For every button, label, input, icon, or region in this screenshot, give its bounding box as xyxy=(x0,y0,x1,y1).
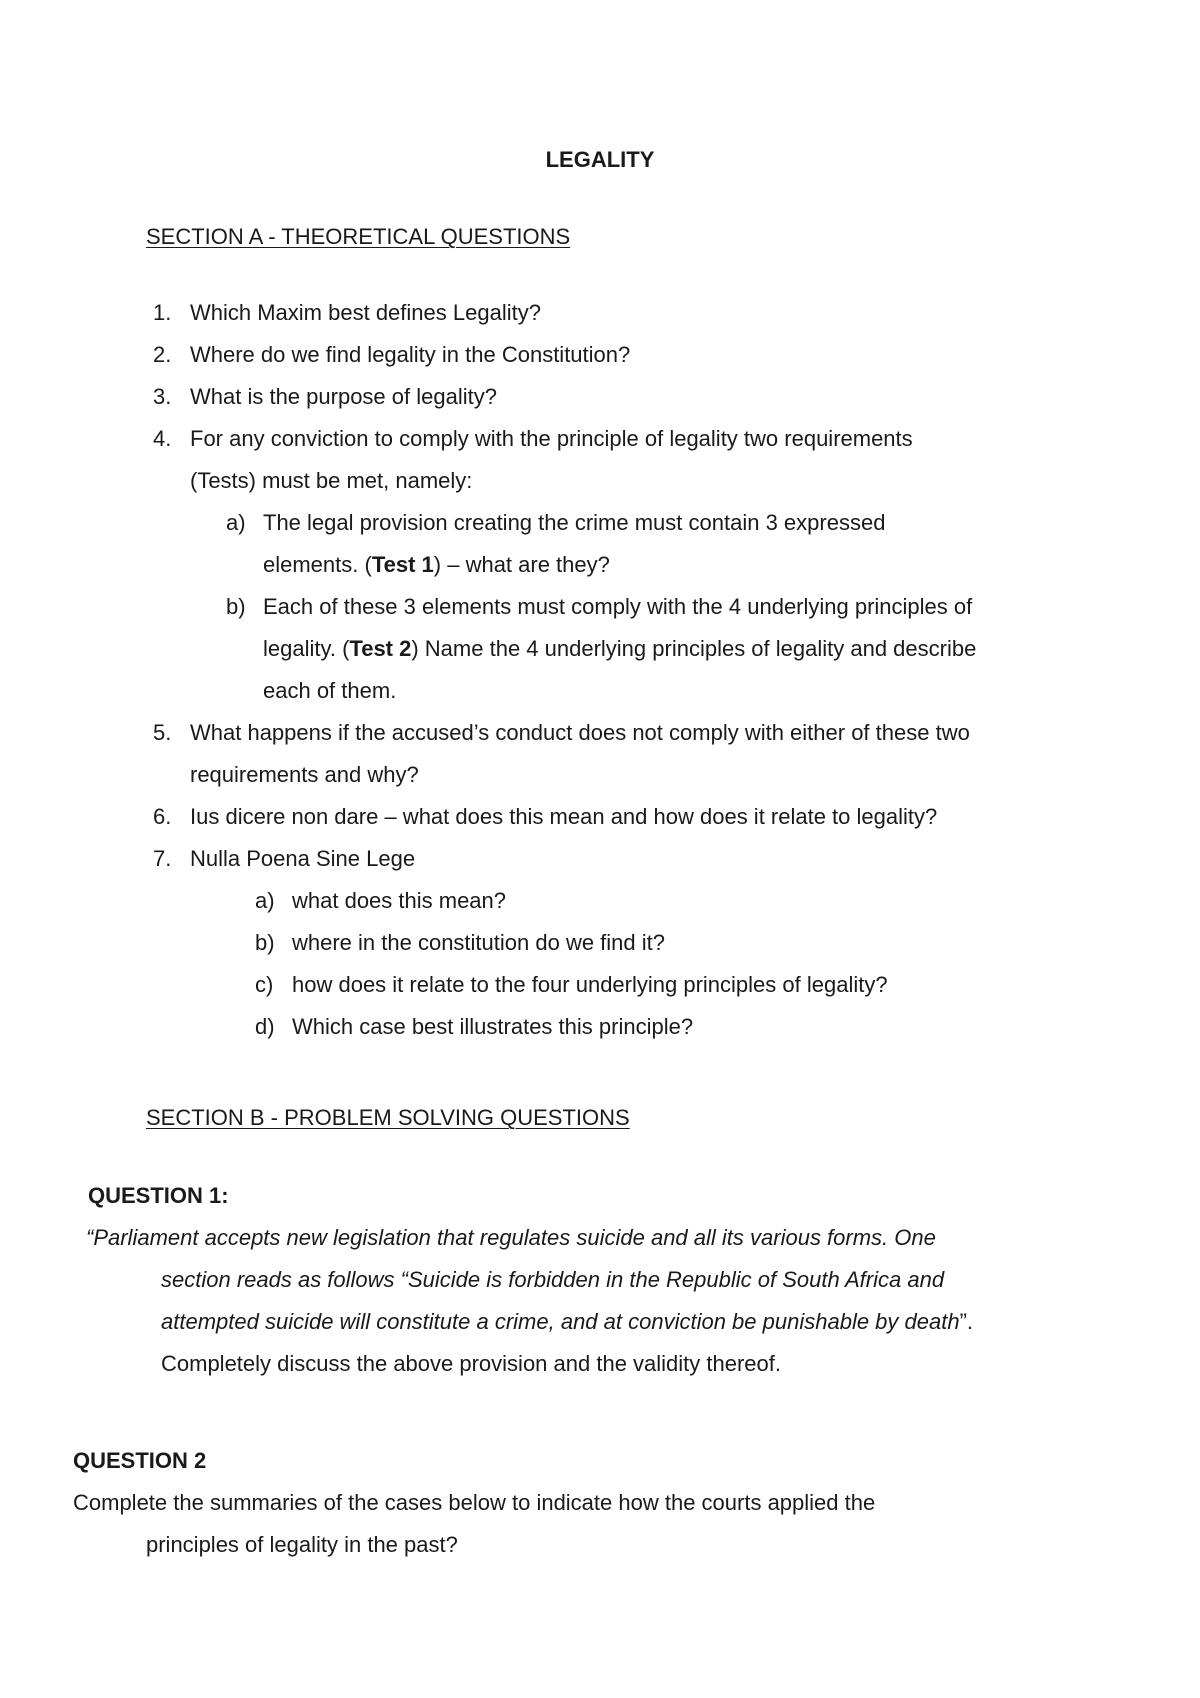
question1-line3 xyxy=(161,1307,973,1337)
q7c-text: how does it relate to the four underlying principles of legality? xyxy=(292,972,888,997)
q7d-label: d) xyxy=(255,1014,275,1039)
q4b-line3: each of them. xyxy=(263,678,397,703)
q5-line2: requirements and why? xyxy=(190,762,419,787)
q7d-text: Which case best illustrates this principle? xyxy=(292,1014,694,1039)
q1-number: 1. xyxy=(153,300,172,325)
q7-number: 7. xyxy=(153,846,172,871)
q4-line2: (Tests) must be met, namely: xyxy=(190,468,473,493)
q7-text: Nulla Poena Sine Lege xyxy=(190,846,416,871)
q4a-line2-pre: elements. ( xyxy=(263,552,372,577)
q4-line1: For any conviction to comply with the principle of legality two requirements xyxy=(190,426,913,451)
question1-line1: “Parliament accepts new legislation that regulates suicide and all its various forms. One xyxy=(86,1225,936,1250)
q4a-label: a) xyxy=(226,510,246,535)
q4a-line2 xyxy=(263,550,610,580)
q4a-line1: The legal provision creating the crime must contain 3 expressed xyxy=(263,510,886,535)
question1-line4: Completely discuss the above provision and the validity thereof. xyxy=(161,1351,782,1376)
q4a-line2-post: ) – what are they? xyxy=(433,552,610,577)
page-title: LEGALITY xyxy=(545,147,655,172)
q7a-text: what does this mean? xyxy=(292,888,507,913)
question2-line2: principles of legality in the past? xyxy=(146,1532,458,1557)
q3-text: What is the purpose of legality? xyxy=(190,384,497,409)
q5-line1: What happens if the accused’s conduct does not comply with either of these two xyxy=(190,720,970,745)
question1-line3-tail: ”. xyxy=(959,1309,974,1334)
q4b-line2 xyxy=(263,634,976,664)
q4-number: 4. xyxy=(153,426,172,451)
q7b-text: where in the constitution do we find it? xyxy=(292,930,666,955)
question1-line3-text: attempted suicide will constitute a crime, and at conviction be punishable by death xyxy=(161,1309,960,1334)
q7c-label: c) xyxy=(255,972,274,997)
q1-text: Which Maxim best defines Legality? xyxy=(190,300,541,325)
q6-text: Ius dicere non dare – what does this mean and how does it relate to legality? xyxy=(190,804,938,829)
question1-line2: section reads as follows “Suicide is forbidden in the Republic of South Africa and xyxy=(161,1267,945,1292)
q4b-label: b) xyxy=(226,594,246,619)
q2-number: 2. xyxy=(153,342,172,367)
q4b-line1: Each of these 3 elements must comply with the 4 underlying principles of xyxy=(263,594,973,619)
q4b-line2-post: ) Name the 4 underlying principles of legality and describe xyxy=(411,636,977,661)
q7a-label: a) xyxy=(255,888,275,913)
q3-number: 3. xyxy=(153,384,172,409)
section-b-heading: SECTION B - PROBLEM SOLVING QUESTIONS xyxy=(146,1105,630,1130)
section-a-heading: SECTION A - THEORETICAL QUESTIONS xyxy=(146,224,571,249)
q6-number: 6. xyxy=(153,804,172,829)
q5-number: 5. xyxy=(153,720,172,745)
q2-text: Where do we find legality in the Constitution? xyxy=(190,342,631,367)
question1-heading: QUESTION 1: xyxy=(88,1183,229,1208)
q4b-line2-pre: legality. ( xyxy=(263,636,350,661)
question2-line1: Complete the summaries of the cases below to indicate how the courts applied the xyxy=(73,1490,876,1515)
q7b-label: b) xyxy=(255,930,275,955)
test2-label: Test 2 xyxy=(349,636,412,661)
question2-heading: QUESTION 2 xyxy=(73,1448,207,1473)
test1-label: Test 1 xyxy=(371,552,434,577)
